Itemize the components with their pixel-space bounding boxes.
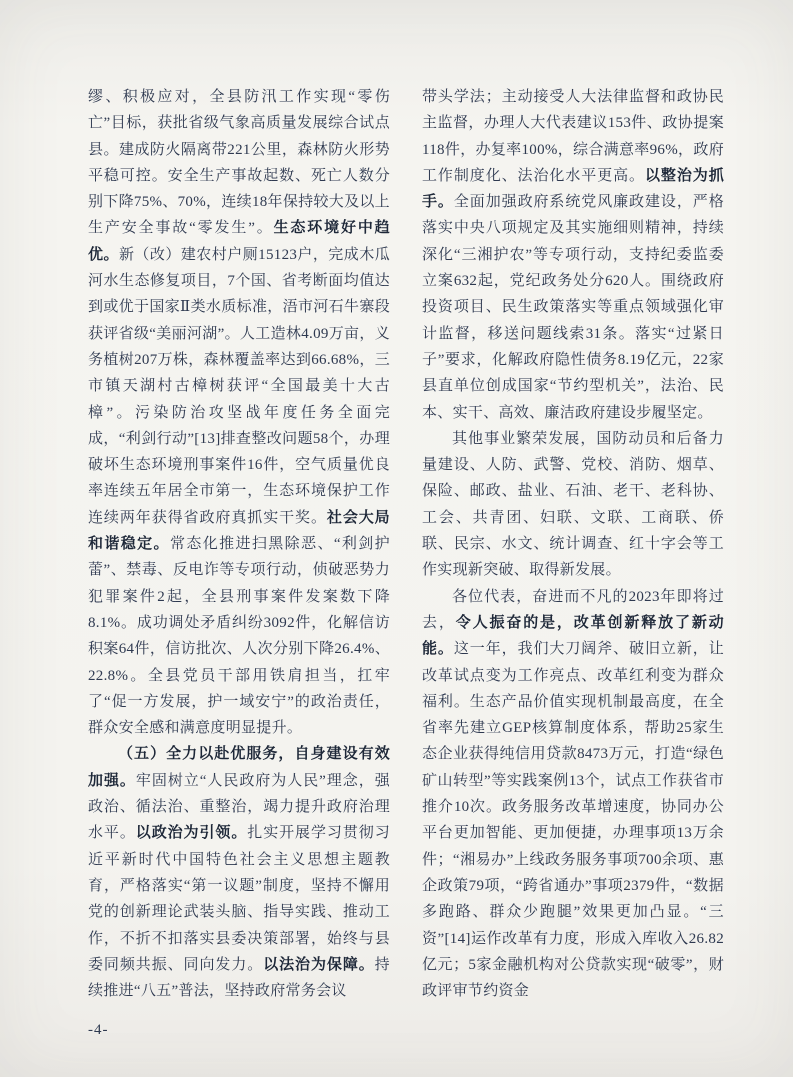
- paragraph: [88, 84, 390, 741]
- right-column: [422, 84, 724, 1004]
- paragraph: [422, 84, 724, 426]
- bold-run: 社会大局和谐稳定。: [88, 509, 390, 553]
- text-run: 常态化推进扫黑除恶、“利剑护蕾”、禁毒、反电诈等专项行动，侦破恶势力犯罪案件2起，全县刑事案件发案数下降8.1%。成功调处矛盾纠纷3092件，化解信访积案64件，信访批次、人次分别下降26.4%、22.8%。全县党员干部用铁肩担当，扛牢了“促一方发展，护一域安宁”的政治责任，群众安全感和满意度明显提升。: [88, 536, 390, 737]
- text-run: 缪、积极应对，全县防汛工作实现“零伤亡”目标，获批省级气象高质量发展综合试点县。建成防火隔离带221公里，森林防火形势平稳可控。安全生产事故起数、死亡人数分别下降75%、70%，连续18年保持较大及以上生产安全事故“零发生”。: [88, 89, 390, 237]
- text-run: 全面加强政府系统党风廉政建设，严格落实中央八项规定及其实施细则精神，持续深化“三湘护农”等专项行动，支持纪委监委立案632起，党纪政务处分620人。围绕政府投资项目、民生政策落实等重点领域强化审计监督，移送问题线索31条。落实“过紧日子”要求，化解政府隐性债务8.19亿元，22家县直单位创成国家“节约型机关”，法治、民本、实干、高效、廉洁政府建设步履坚定。: [422, 194, 724, 421]
- bold-run: 以法治为保障。: [263, 956, 375, 973]
- text-run: 扎实开展学习贯彻习近平新时代中国特色社会主义思想主题教育，严格落实“第一议题”制度，坚持不懈用党的创新理论武装头脑、指导实践、推动工作，不折不扣落实县委决策部署，始终与县委同频共振、同向发力。: [88, 825, 390, 973]
- text-run: 持续推进“八五”普法，坚持政府常务会议: [88, 956, 390, 1000]
- text-run: 其他事业繁荣发展，国防动员和后备力量建设、人防、武警、党校、消防、烟草、保险、邮政、盐业、石油、老干、老科协、工会、共青团、妇联、文联、工商联、侨联、民宗、水文、统计调查、红十字会等工作实现新突破、取得新发展。: [422, 430, 724, 579]
- text-run: 带头学法；主动接受人大法律监督和政协民主监督，办理人大代表建议153件、政协提案118件，办复率100%，综合满意率96%，政府工作制度化、法治化水平更高。: [422, 89, 724, 184]
- text-run: 新（改）建农村户厕15123户，完成木瓜河水生态修复项目，7个国、省考断面均值达到或优于国家Ⅱ类水质标准，浯市河石牛寨段获评省级“美丽河湖”。人工造林4.09万亩，义务植树207万株，森林覆盖率达到66.68%，三市镇天湖村古樟树获评“全国最美十大古樟”。污染防治攻坚战年度任务全面完成，“利剑行动”[13]排查整改问题58个，办理破坏生态环境刑事案件16件，空气质量优良率连续五年居全市第一，生态环境保护工作连续两年获得省政府真抓实干奖。: [88, 246, 390, 526]
- text-run: 牢固树立“人民政府为人民”理念，强政治、循法治、重整治，竭力提升政府治理水平。: [88, 772, 390, 842]
- bold-run: 生态环境好中趋优。: [88, 220, 390, 263]
- bold-run: 以政治为引领。: [135, 825, 248, 842]
- bold-run: （五）全力以赴优服务，自身建设有效加强。: [88, 746, 390, 789]
- bold-run: 以整治为抓手。: [422, 167, 724, 211]
- text-columns: [88, 84, 724, 1004]
- bold-run: 令人振奋的是，改革创新释放了新动能。: [422, 614, 724, 658]
- text-run: 这一年，我们大刀阔斧、破旧立新，让改革试点变为工作亮点、改革红利变为群众福利。生态产品价值实现机制最高度，在全省率先建立GEP核算制度体系，帮助25家生态企业获得纯信用贷款8473万元，打造“绿色矿山转型”等实践案例13个，试点工作获省市推介10次。政务服务改革增速度，协同办公平台更加智能、更加便捷，办理事项13万余件；“湘易办”上线政务服务事项700余项、惠企政策79项，“跨省通办”事项2379件，“数据多跑路、群众少跑腿”效果更加凸显。“三资”[14]运作改革有力度，形成入库收入26.82亿元；5家金融机构对公贷款实现“破零”，财政评审节约资金: [422, 641, 724, 1000]
- paragraph: [88, 741, 390, 1004]
- page-number: -4-: [88, 1022, 109, 1038]
- paragraph: [422, 426, 724, 584]
- paragraph: [422, 584, 724, 1005]
- text-run: 各位代表，奋进而不凡的2023年即将过去，: [422, 588, 724, 631]
- left-column: [88, 84, 390, 1004]
